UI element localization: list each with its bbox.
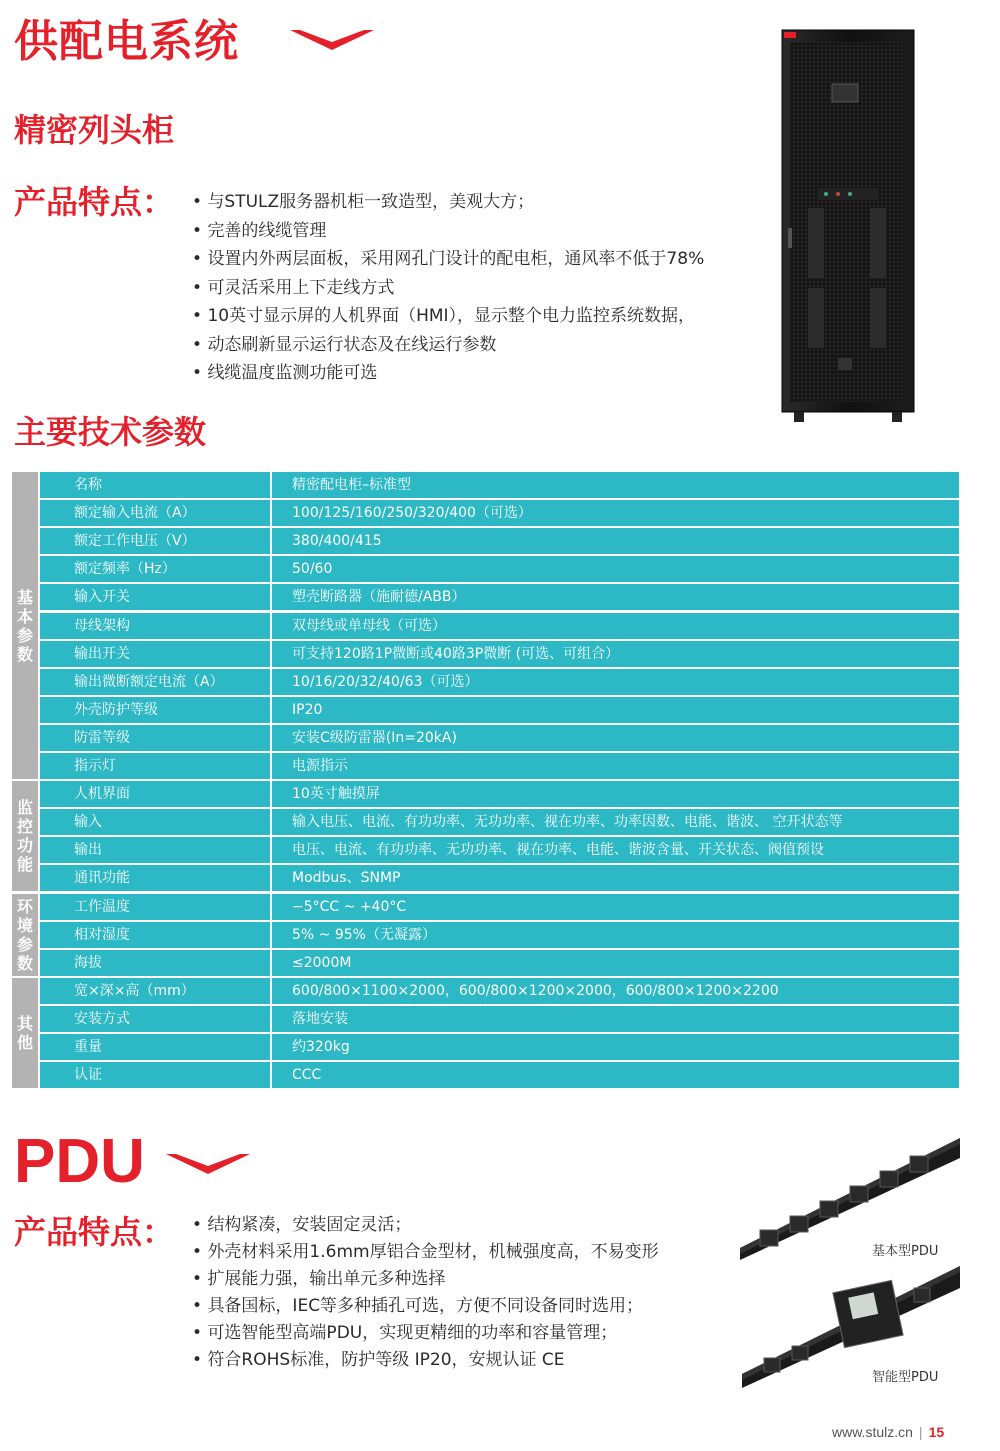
param-value: 5% ~ 95%（无凝露） (292, 926, 436, 943)
param-name: 输出 (74, 842, 102, 859)
feature-item: • 外壳材料采用1.6mm厚铝合金型材，机械强度高，不易变形 (192, 1239, 659, 1266)
param-name: 防雷等级 (74, 729, 130, 746)
feature-item: • 符合ROHS标准，防护等级 IP20，安规认证 CE (192, 1347, 659, 1374)
param-name: 人机界面 (74, 786, 130, 803)
param-value: Modbus、SNMP (292, 870, 401, 887)
param-value: ≤2000M (292, 954, 352, 971)
feature-item: • 动态刷新显示运行状态及在线运行参数 (192, 331, 704, 360)
product-subtitle: 精密列头柜 (14, 111, 175, 149)
footer-url[interactable]: www.stulz.cn (832, 1424, 913, 1440)
param-value: 600/800×1100×2000，600/800×1200×2000，600/800×1200×2200 (292, 982, 779, 999)
param-value: 50/60 (292, 561, 333, 578)
param-name: 输出开关 (74, 645, 130, 662)
features-heading: 产品特点： (14, 183, 175, 221)
pdu-features-list (192, 1212, 659, 1374)
table-row (40, 922, 959, 948)
page-number: 15 (928, 1424, 945, 1440)
feature-item: • 设置内外两层面板，采用网孔门设计的配电柜，通风率不低于78% (192, 245, 704, 274)
table-row (40, 865, 959, 891)
cabinet-features-list (192, 188, 704, 388)
chevron-down-icon (290, 28, 374, 52)
table-row (40, 556, 959, 582)
param-value: 输入电压、电流、有功功率、无功功率、视在功率、功率因数、电能、谐波、 空开状态等 (292, 814, 843, 831)
table-row (40, 1006, 959, 1032)
param-value: IP20 (292, 701, 323, 718)
basic-pdu-caption: 基本型PDU (872, 1244, 939, 1259)
table-row (40, 528, 959, 554)
param-value: −5°CC ~ +40°C (292, 898, 407, 915)
table-row (40, 809, 959, 835)
table-row (40, 472, 959, 498)
table-row (40, 1034, 959, 1060)
table-row (40, 584, 959, 610)
table-row (40, 781, 959, 807)
feature-item: • 可灵活采用上下走线方式 (192, 274, 704, 303)
param-name: 输入 (74, 814, 102, 831)
feature-item: • 与STULZ服务器机柜一致造型，美观大方； (192, 188, 704, 217)
param-name: 名称 (74, 477, 102, 493)
table-row (40, 697, 959, 723)
pdu-title: PDU (14, 1127, 145, 1196)
param-value: 电源指示 (292, 758, 348, 774)
group-label (12, 472, 38, 779)
param-value: 约320kg (292, 1039, 350, 1055)
param-name: 通讯功能 (74, 870, 130, 887)
footer: www.stulz.cn | 15 (832, 1424, 945, 1440)
param-name: 额定工作电压（V） (74, 533, 196, 550)
param-value: 10英寸触摸屏 (292, 786, 380, 803)
table-row (40, 837, 959, 863)
group-label (12, 781, 38, 891)
feature-item: • 具备国标，IEC等多种插孔可选，方便不同设备同时选用； (192, 1293, 659, 1320)
param-name: 输入开关 (74, 589, 130, 606)
param-name: 额定频率（Hz） (74, 561, 176, 578)
param-name: 指示灯 (74, 758, 116, 774)
feature-item: • 可选智能型高端PDU，实现更精细的功率和容量管理； (192, 1320, 659, 1347)
param-value: 双母线或单母线（可选） (292, 617, 446, 634)
feature-item: • 完善的线缆管理 (192, 217, 704, 246)
table-row (40, 978, 959, 1004)
group-label (12, 978, 38, 1088)
table-row (40, 1062, 959, 1088)
param-value: 380/400/415 (292, 533, 382, 550)
param-name: 宽×深×高（mm） (74, 982, 195, 999)
param-value: CCC (292, 1067, 322, 1084)
param-value: 塑壳断路器（施耐德/ABB） (292, 589, 466, 606)
table-row (40, 894, 959, 920)
cabinet-image (780, 28, 916, 424)
param-name: 重量 (74, 1039, 102, 1055)
param-name: 母线架构 (74, 617, 130, 634)
table-row (40, 613, 959, 639)
group-label-text: 基本参数 (16, 587, 33, 664)
page-title: 供配电系统 (14, 16, 239, 67)
table-row (40, 500, 959, 526)
param-name: 工作温度 (74, 898, 130, 915)
param-value: 落地安装 (292, 1010, 348, 1027)
group-label-text: 其他 (16, 1013, 33, 1052)
feature-item: • 线缆温度监测功能可选 (192, 359, 704, 388)
param-name: 相对湿度 (74, 926, 130, 943)
param-value: 可支持120路1P微断或40路3P微断 (可选、可组合） (292, 645, 620, 662)
tech-params-heading: 主要技术参数 (14, 413, 207, 451)
group-label-text: 监控功能 (16, 798, 33, 875)
feature-item: • 10英寸显示屏的人机界面（HMI），显示整个电力监控系统数据， (192, 302, 704, 331)
group-label (12, 894, 38, 976)
param-name: 安装方式 (74, 1010, 130, 1027)
param-value: 安装C级防雷器(In=20kA) (292, 729, 457, 746)
smart-pdu-caption: 智能型PDU (872, 1370, 939, 1385)
param-value: 10/16/20/32/40/63（可选） (292, 673, 479, 690)
table-row (40, 669, 959, 695)
param-value: 精密配电柜–标准型 (292, 477, 411, 493)
param-name: 认证 (74, 1067, 102, 1084)
table-row (40, 725, 959, 751)
pdu-features-heading: 产品特点： (14, 1213, 175, 1251)
param-name: 额定输入电流（A） (74, 505, 196, 522)
chevron-down-icon (166, 1152, 250, 1176)
param-value: 电压、电流、有功功率、无功功率、视在功率、电能、谐波含量、开关状态、阀值预设 (292, 842, 824, 859)
param-name: 海拔 (74, 954, 102, 971)
group-label-text: 环境参数 (16, 896, 33, 973)
feature-item: • 结构紧凑，安装固定灵活； (192, 1212, 659, 1239)
param-name: 输出微断额定电流（A） (74, 673, 224, 690)
param-value: 100/125/160/250/320/400（可选） (292, 505, 532, 522)
feature-item: • 扩展能力强，输出单元多种选择 (192, 1266, 659, 1293)
table-row (40, 753, 959, 779)
table-row (40, 950, 959, 976)
table-row (40, 641, 959, 667)
param-name: 外壳防护等级 (74, 701, 158, 718)
